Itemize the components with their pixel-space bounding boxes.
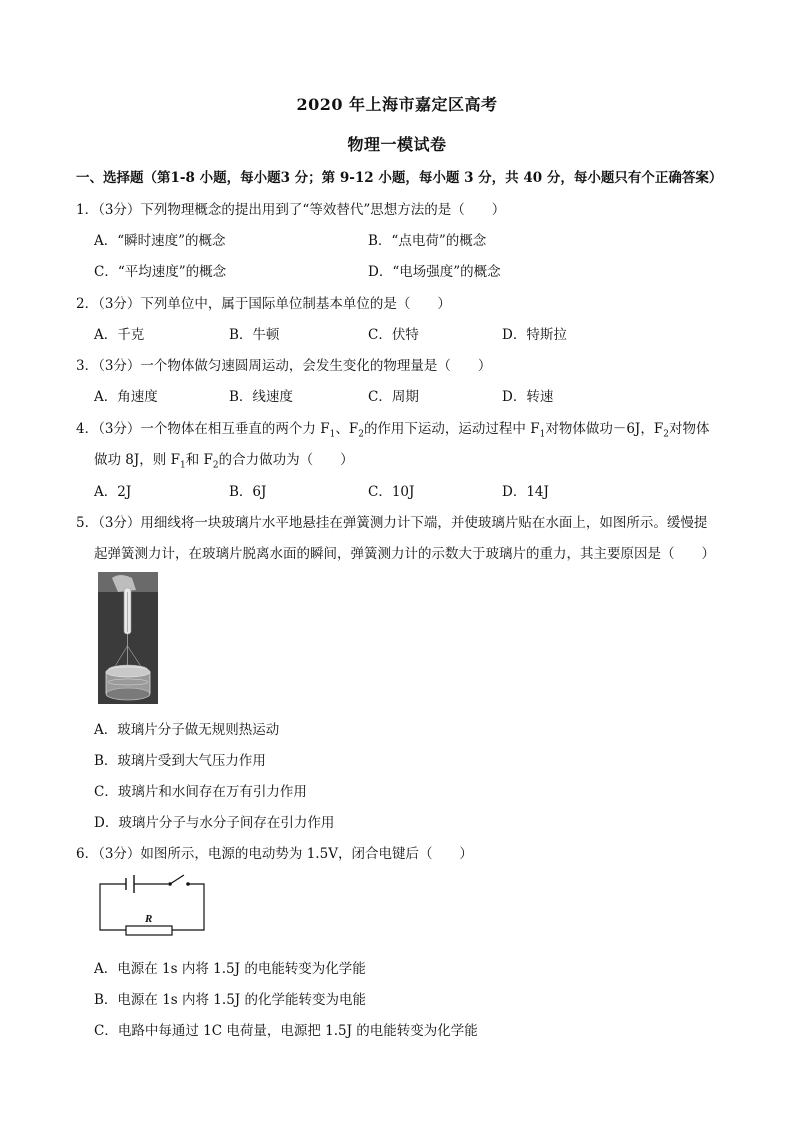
question-1-option-a: A．“瞬时速度”的概念	[94, 233, 226, 249]
question-6-option-a: A．电源在 1s 内将 1.5J 的电能转变为化学能	[94, 961, 366, 977]
q4-sub: 2	[663, 429, 669, 440]
question-1-option-c: C．“平均速度”的概念	[94, 264, 227, 280]
q4-sub: 2	[358, 429, 364, 440]
q4-text: 对物体	[668, 421, 710, 437]
q4-sub: 1	[179, 460, 186, 471]
q4-text: 的合力做功为（ ）	[218, 452, 354, 468]
question-4-stem-line1	[76, 417, 709, 440]
question-1-stem: 1．（3分）下列物理概念的提出用到了“等效替代”思想方法的是（ ）	[76, 202, 506, 218]
question-5-stem-line1: 5．（3分）用细线将一块玻璃片水平地悬挂在弹簧测力计下端，并使玻璃片贴在水面上，如图所示。缓慢提	[76, 515, 708, 531]
question-5-option-d: D．玻璃片分子与水分子间存在引力作用	[94, 815, 335, 831]
question-3-option-c: C．周期	[368, 389, 419, 405]
question-5-option-a: A．玻璃片分子做无规则热运动	[94, 722, 280, 738]
question-4-option-c: C．10J	[368, 484, 415, 500]
q4-text: 、F	[335, 421, 359, 437]
exam-subtitle: 物理一模试卷	[347, 135, 447, 154]
spring-scale-illustration	[98, 572, 158, 704]
question-6-option-b: B．电源在 1s 内将 1.5J 的化学能转变为电能	[94, 992, 366, 1008]
question-6-option-c: C．电路中每通过 1C 电荷量，电源把 1.5J 的电能转变为化学能	[94, 1023, 478, 1039]
question-3-option-d: D．转速	[502, 389, 554, 405]
question-6-stem: 6．（3分）如图所示，电源的电动势为 1.5V，闭合电键后（ ）	[76, 846, 473, 862]
q4-sub: 1	[539, 429, 546, 440]
q4-sub: 1	[329, 429, 336, 440]
question-3-option-a: A．角速度	[94, 389, 158, 405]
q4-sub: 2	[212, 460, 219, 471]
q4-text: 的作用下运动，运动过程中 F	[363, 421, 540, 437]
question-2-option-d: D．特斯拉	[502, 327, 567, 343]
question-1-option-d: D．“电场强度”的概念	[368, 264, 501, 280]
q4-text: 和 F	[185, 452, 213, 468]
question-5-stem-line2: 起弹簧测力计，在玻璃片脱离水面的瞬间，弹簧测力计的示数大于玻璃片的重力，其主要原因是（ ）	[94, 546, 715, 562]
question-3-stem: 3．（3分）一个物体做匀速圆周运动，会发生变化的物理量是（ ）	[76, 358, 492, 374]
question-5-option-b: B．玻璃片受到大气压力作用	[94, 753, 266, 769]
q4-text: 4．（3分）一个物体在相互垂直的两个力 F	[76, 421, 330, 437]
q4-text: 对物体做功－6J，F	[545, 421, 664, 437]
circuit-diagram	[96, 874, 208, 940]
question-2-stem: 2．（3分）下列单位中，属于国际单位制基本单位的是（ ）	[76, 296, 451, 312]
question-2-option-c: C．伏特	[368, 327, 419, 343]
exam-title: 2020 年上海市嘉定区高考	[296, 95, 498, 114]
question-2-option-b: B．牛顿	[229, 327, 280, 343]
question-4-option-d: D．14J	[502, 484, 549, 500]
q4-text: 做功 8J，则 F	[94, 452, 180, 468]
question-2-option-a: A．千克	[94, 327, 145, 343]
spring-scale-photo	[98, 572, 158, 704]
question-5-option-c: C．玻璃片和水间存在万有引力作用	[94, 784, 307, 800]
resistor-label: R	[145, 913, 153, 925]
question-4-stem-line2	[94, 448, 354, 471]
section-header: 一、选择题（第1-8 小题，每小题3 分；第 9-12 小题，每小题 3 分，共 40 分，每小题只有个正确答案）	[76, 170, 723, 186]
question-4-option-a: A．2J	[94, 484, 132, 500]
question-4-option-b: B．6J	[229, 484, 267, 500]
question-3-option-b: B．线速度	[229, 389, 293, 405]
question-1-option-b: B．“点电荷”的概念	[368, 233, 487, 249]
